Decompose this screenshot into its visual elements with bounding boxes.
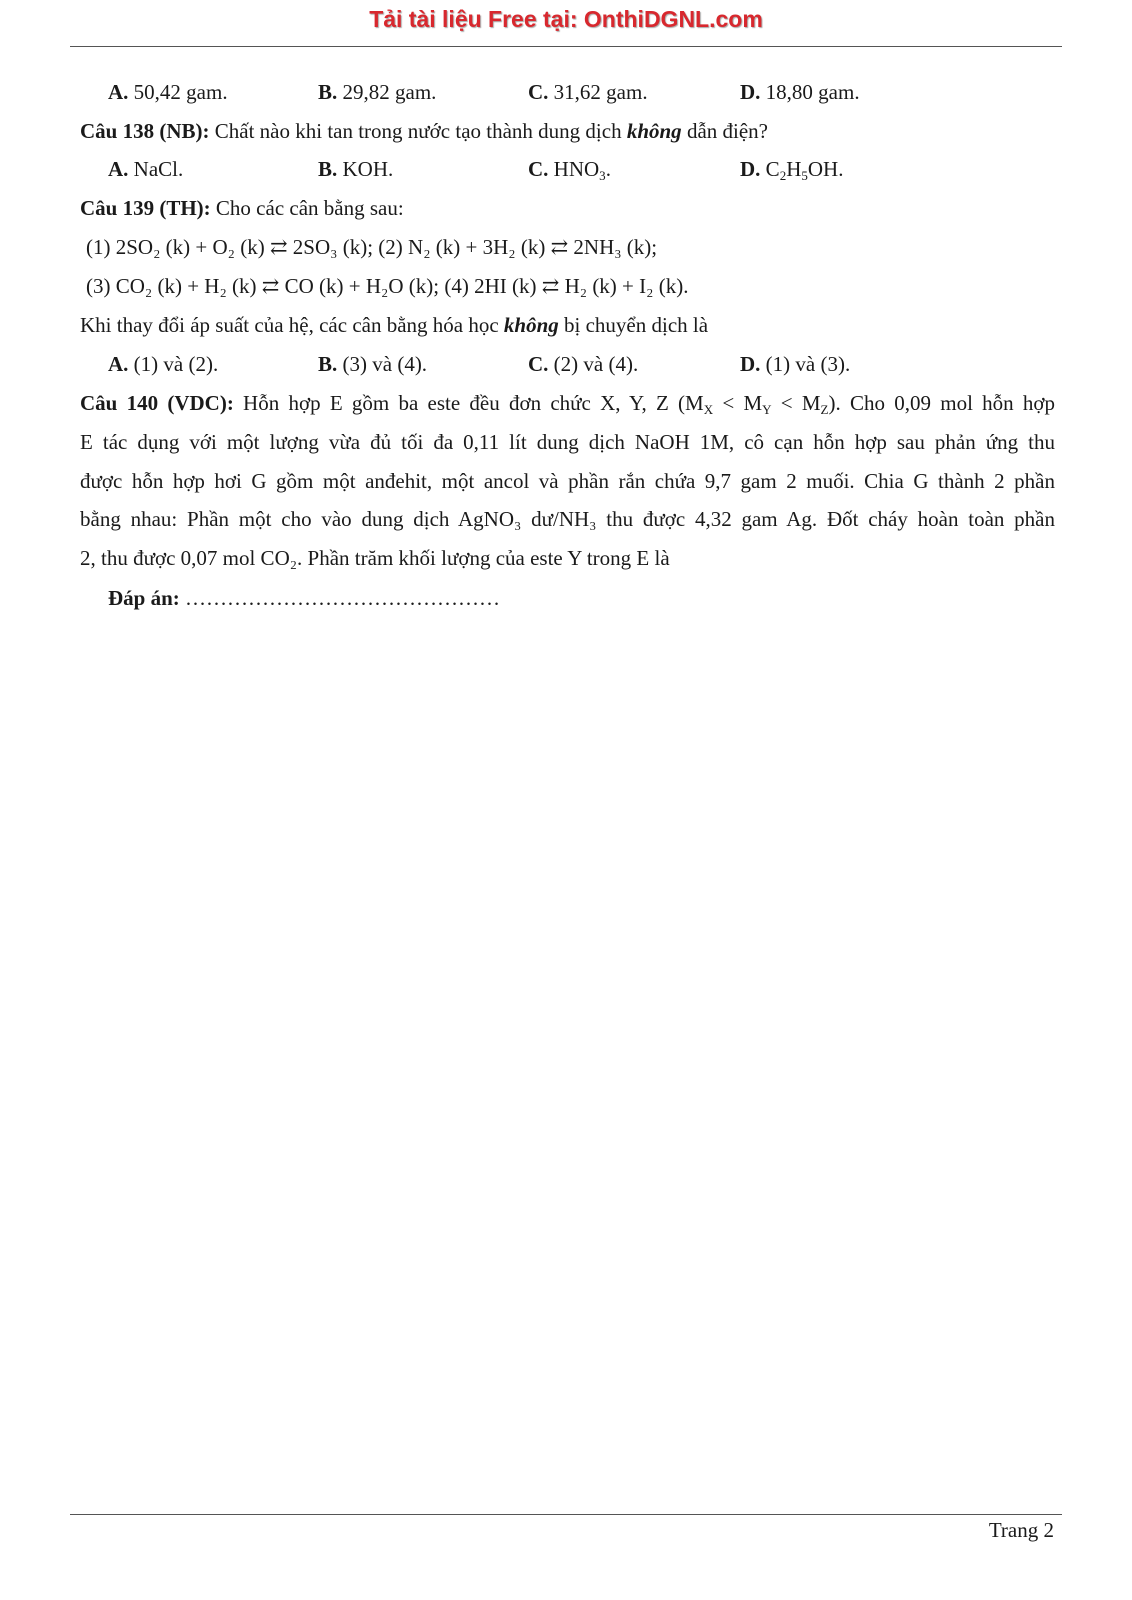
option-b: B. KOH. [318,157,394,181]
option-d: D. $C_2H_5OH$. [740,157,844,183]
question-id: Câu 140 (VDC): [80,391,234,415]
option-d: D. (1) và (3). [740,352,851,376]
question-id: Câu 139 (TH): [80,196,211,220]
question-id: Câu 138 (NB): [80,119,210,143]
question-138: Câu 138 (NB): Chất nào khi tan trong nước tạo thành dung dịch không dẫn điện? [80,119,768,143]
q139-options-row [0,350,1132,378]
answer-line [108,584,500,612]
option-c: C. (2) và (4). [528,352,639,376]
footer-divider [70,1514,1062,1515]
equilibrium-line-2: (3) CO₂ (k) + H₂ (k) ⇄ CO (k) + H₂O (k); (4) 2HI (k) ⇄ H₂ (k) + I₂ (k). [86,274,689,298]
site-header: Tải tài liệu Free tại: OnthiDGNL.com [369,6,763,32]
question-139-prompt: Khi thay đổi áp suất của hệ, các cân bằng hóa học không bị chuyển dịch là [80,313,709,337]
answer-blank[interactable]: ……………………………………… [179,586,501,610]
prev-options-row [0,78,1132,106]
question-140-line-3: được hỗn hợp hơi G gồm một anđehit, một ancol và phần rắn chứa 9,7 gam 2 muối. Chia G thành 2 phần [80,469,1055,493]
option-a: A. (1) và (2). [108,352,219,376]
equilibrium-line-1: (1) 2SO₂ (k) + O₂ (k) ⇄ 2SO₃ (k); (2) N₂ (k) + 3H₂ (k) ⇄ 2NH₃ (k); [86,235,658,259]
answer-label: Đáp án: [108,586,180,610]
question-140-line-4: bằng nhau: Phần một cho vào dung dịch AgNO₃ dư/NH₃ thu được 4,32 gam Ag. Đốt cháy hoàn toàn phần [80,507,1055,531]
option-d: D. 18,80 gam. [740,80,860,104]
option-c: C. 31,62 gam. [528,80,648,104]
option-a: A. 50,42 gam. [108,80,228,104]
question-140-line-5: 2, thu được 0,07 mol CO₂. Phần trăm khối lượng của este Y trong E là [80,546,670,570]
option-c: C. $HNO_3$. [528,157,611,183]
q138-options-row [0,155,1132,183]
header-divider [70,46,1062,47]
page-number: Trang 2 [988,1518,1054,1542]
question-140-line-1: Câu 140 (VDC): Hỗn hợp E gồm ba este đều đơn chức X, Y, Z $(M_X < M_Y < M_Z)$. Cho 0,09 mol hỗn hợp [80,391,1056,417]
question-139: Câu 139 (TH): Cho các cân bằng sau: [80,196,404,220]
question-140-line-2: E tác dụng với một lượng vừa đủ tối đa 0,11 lít dung dịch NaOH 1M, cô cạn hỗn hợp sau phản ứng thu [80,430,1055,454]
option-b: B. (3) và (4). [318,352,428,376]
option-a: A. NaCl. [108,157,184,181]
option-b: B. 29,82 gam. [318,80,437,104]
